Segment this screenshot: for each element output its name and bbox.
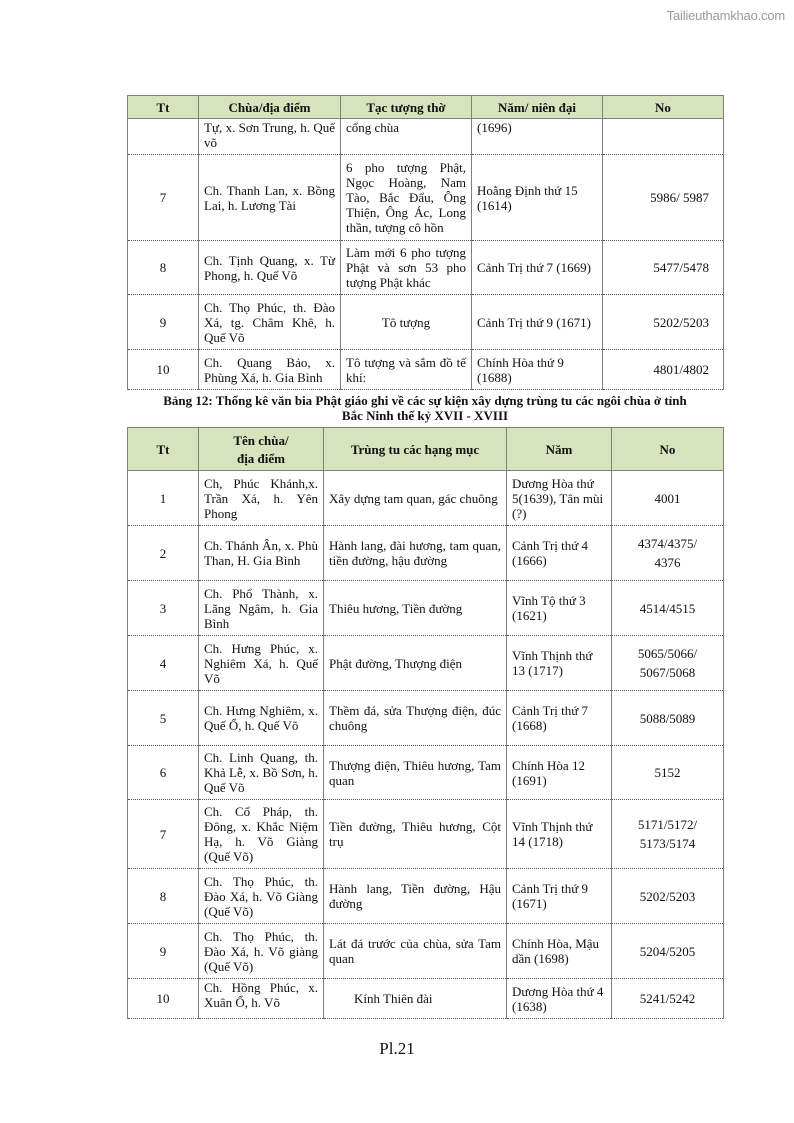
cell-statues: Làm mới 6 pho tượng Phật và sơn 53 pho tượng Phật khác [341,241,472,295]
table-row [128,746,724,800]
cell-no: 5241/5242 [612,979,724,1019]
cell-no [612,526,724,581]
cell-year: Cảnh Trị thứ 9 (1671) [472,295,603,350]
cell-year: Vĩnh Thịnh thứ 14 (1718) [507,800,612,869]
cell-year: Vĩnh Thịnh thứ 13 (1717) [507,636,612,691]
no-line-2: 5173/5174 [639,836,696,851]
cell-place: Ch. Phổ Thành, x. Lãng Ngâm, h. Gia Bình [199,581,324,636]
header-statues: Tạc tượng thờ [341,96,472,119]
cell-items: Thềm đá, sửa Thượng điện, đúc chuông [324,691,507,746]
header-tt: Tt [128,428,199,471]
cell-tt: 9 [128,295,199,350]
cell-items: Kính Thiên đài [324,979,507,1019]
cell-place: Ch. Thanh Lan, x. Bồng Lai, h. Lương Tài [199,155,341,241]
watermark: Tailieuthamkhao.com [666,8,785,23]
cell-place: Tự, x. Sơn Trung, h. Quế võ [199,119,341,155]
restoration-table [127,427,724,1019]
cell-items: Thượng điện, Thiêu hương, Tam quan [324,746,507,800]
cell-items: Phật đường, Thượng điện [324,636,507,691]
cell-place: Ch. Thọ Phúc, th. Đào Xá, h. Võ giàng (Quế Võ) [199,924,324,979]
cell-no: 5202/5203 [612,869,724,924]
cell-year: Dương Hòa thứ 4 (1638) [507,979,612,1019]
cell-tt: 10 [128,350,199,390]
cell-items: Xây dựng tam quan, gác chuông [324,471,507,526]
cell-no: 5477/5478 [603,241,724,295]
caption-line-1: Bảng 12: Thống kê văn bia Phật giáo ghi về các sự kiện xây dựng trùng tu các ngôi chùa ở tỉnh [163,393,687,408]
cell-place: Ch, Phúc Khánh,x. Trần Xá, h. Yên Phong [199,471,324,526]
cell-items: Thiêu hương, Tiền đường [324,581,507,636]
cell-no: 4514/4515 [612,581,724,636]
table-row [128,241,724,295]
cell-tt: 9 [128,924,199,979]
cell-place: Ch. Quang Bảo, x. Phùng Xá, h. Gia Bình [199,350,341,390]
cell-place: Ch. Cổ Pháp, th. Đông, x. Khắc Niệm Hạ, h. Võ Giàng (Quế Võ) [199,800,324,869]
cell-tt: 5 [128,691,199,746]
cell-place: Ch. Thọ Phúc, th. Đào Xá, h. Võ Giàng (Quế Võ) [199,869,324,924]
cell-no: 5986/ 5987 [603,155,724,241]
header-year: Năm/ niên đại [472,96,603,119]
cell-tt: 7 [128,155,199,241]
cell-tt: 8 [128,241,199,295]
table-row [128,691,724,746]
table-header-row [128,96,724,119]
header-place [199,428,324,471]
cell-tt: 7 [128,800,199,869]
cell-no [612,800,724,869]
cell-year: Cảnh Trị thứ 4 (1666) [507,526,612,581]
cell-tt: 3 [128,581,199,636]
cell-year: Hoằng Định thứ 15 (1614) [472,155,603,241]
cell-items: Tiền đường, Thiêu hương, Cột trụ [324,800,507,869]
cell-year: Cảnh Trị thứ 7 (1668) [507,691,612,746]
table-row [128,526,724,581]
table-row [128,636,724,691]
header-place: Chùa/địa điểm [199,96,341,119]
cell-tt [128,119,199,155]
caption-line-2: Bắc Ninh thế kỷ XVII - XVIII [341,408,509,423]
cell-tt: 1 [128,471,199,526]
cell-year: (1696) [472,119,603,155]
table-row [128,155,724,241]
table-caption [127,393,723,423]
cell-place: Ch. Hồng Phúc, x. Xuân Ổ, h. Võ [199,979,324,1019]
table-row [128,350,724,390]
cell-statues: Tô tượng và sắm đồ tế khí: [341,350,472,390]
header-place-line-2: địa điểm [236,450,286,466]
table-row [128,295,724,350]
cell-no: 5152 [612,746,724,800]
cell-place: Ch. Thánh Ân, x. Phù Than, H. Gia Bình [199,526,324,581]
cell-statues: 6 pho tượng Phật, Ngọc Hoàng, Nam Tào, Bắc Đẩu, Ông Thiện, Ông Ác, Long thần, tượng cô hồn [341,155,472,241]
table-row [128,924,724,979]
cell-year: Vĩnh Tộ thứ 3 (1621) [507,581,612,636]
no-line-2: 5067/5068 [639,665,696,680]
no-line-1: 5171/5172/ [637,817,698,832]
cell-place: Ch. Linh Quang, th. Khả Lễ, x. Bồ Sơn, h. Quế Võ [199,746,324,800]
cell-place: Ch. Hưng Phúc, x. Nghiêm Xá, h. Quế Võ [199,636,324,691]
header-no: No [612,428,724,471]
cell-no [612,636,724,691]
cell-no: 5204/5205 [612,924,724,979]
cell-place: Ch. Thọ Phúc, th. Đào Xá, tg. Châm Khê, h. Quế Võ [199,295,341,350]
cell-statues: Tô tượng [341,295,472,350]
statue-table [127,95,724,390]
cell-year: Dương Hòa thứ 5(1639), Tân mùi (?) [507,471,612,526]
cell-no [603,119,724,155]
table-header-row [128,428,724,471]
header-place-line-1: Tên chùa/ [233,432,289,448]
table-row [128,869,724,924]
cell-items: Hành lang, đài hương, tam quan, tiền đường, hậu đường [324,526,507,581]
cell-year: Chính Hòa, Mậu dần (1698) [507,924,612,979]
cell-tt: 2 [128,526,199,581]
cell-no: 5088/5089 [612,691,724,746]
page-number: Pl.21 [379,1039,415,1058]
header-year: Năm [507,428,612,471]
table-row [128,581,724,636]
cell-year: Chính Hòa thứ 9 (1688) [472,350,603,390]
header-no: No [603,96,724,119]
no-line-1: 5065/5066/ [637,646,698,661]
cell-year: Chính Hòa 12 (1691) [507,746,612,800]
table-row [128,471,724,526]
cell-year: Cảnh Trị thứ 9 (1671) [507,869,612,924]
cell-tt: 8 [128,869,199,924]
cell-tt: 10 [128,979,199,1019]
cell-year: Cảnh Trị thứ 7 (1669) [472,241,603,295]
no-line-1: 4374/4375/ [637,536,698,551]
table-row [128,979,724,1019]
cell-tt: 4 [128,636,199,691]
cell-items: Lát đá trước của chùa, sửa Tam quan [324,924,507,979]
table-row [128,800,724,869]
table-row [128,119,724,155]
cell-statues: cổng chùa [341,119,472,155]
cell-place: Ch. Tịnh Quang, x. Từ Phong, h. Quế Võ [199,241,341,295]
cell-no: 5202/5203 [603,295,724,350]
cell-no: 4801/4802 [603,350,724,390]
header-items: Trùng tu các hạng mục [324,428,507,471]
no-line-2: 4376 [654,555,681,570]
cell-tt: 6 [128,746,199,800]
cell-items: Hành lang, Tiền đường, Hậu đường [324,869,507,924]
cell-place: Ch. Hưng Nghiêm, x. Quế Ổ, h. Quế Võ [199,691,324,746]
header-tt: Tt [128,96,199,119]
cell-no: 4001 [612,471,724,526]
